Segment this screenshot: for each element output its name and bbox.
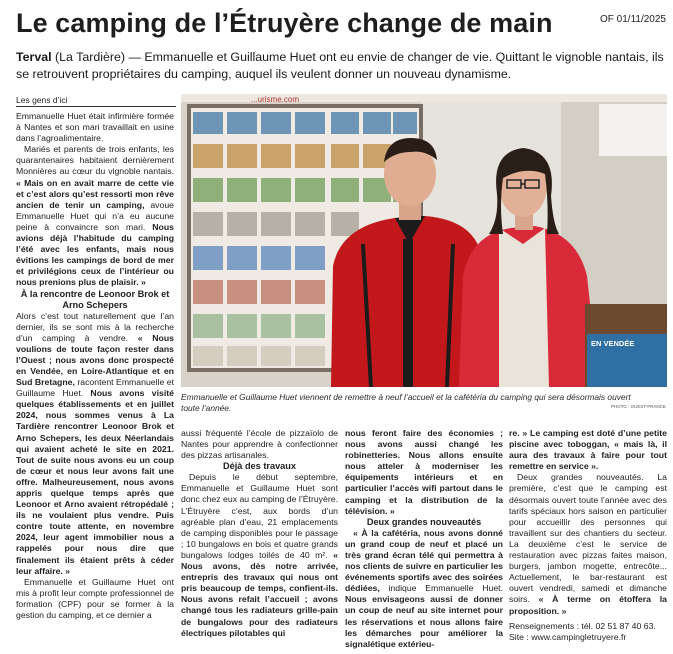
lede-place-sub: (La Tardière) — xyxy=(51,50,145,64)
contact-phone: Renseignements : tél. 02 51 87 40 63. xyxy=(509,620,656,631)
col1-paragraph-1: Emmanuelle Huet était infirmière formée à Nantes et son mari travaillait en usine dans l’agroalimentaire. xyxy=(16,111,174,144)
col2-subhead: Déjà des travaux xyxy=(222,461,297,472)
column-2 xyxy=(181,428,338,653)
column-3 xyxy=(345,428,503,653)
col1-subhead: À la rencontre de Leonoor Brok et Arno Schepers xyxy=(20,288,170,310)
photo-illustration xyxy=(181,94,667,387)
col1-paragraph-2: Mariés et parents de trois enfants, les quarantenaires habitaient dernièrement Monnières au cœur du vignoble nantais. « Mais on en avait marre de cette vie et c’est alors qu’est ressorti mon rêve ancien de tenir un camping, avoue Emmanuelle Huet qui n’a eu aucune peine à convaincre son mari. Nous avions déjà l’habitude du camping l’été avec les enfants, mais nous évitions les campings de bord de mer et privilégions ceux de l’intérieur ou nous prenions plus de plaisir. » xyxy=(16,144,174,288)
col3-subhead: Deux grandes nouveautés xyxy=(366,516,482,527)
col1-paragraph-4: Emmanuelle et Guillaume Huet ont mis à profit leur compte professionnel de formation (CPF) pour se former à la gestion du camping, et ce dernier a xyxy=(16,576,174,621)
contact-website: Site : www.campingletruyere.fr xyxy=(509,631,627,642)
rubric-divider xyxy=(16,106,176,107)
banner-text: EN VENDÉE xyxy=(591,339,635,348)
lede xyxy=(16,49,668,83)
col3-paragraph-1: nous feront faire des économies ; nous avons aussi changé les robinetteries. Nous allons ensuite nous atteler à moderniser les équipements intérieurs et en particulier l’accès wifi partout dans le camping et la distribution de la télévision. » xyxy=(345,428,503,516)
lede-place: Terval xyxy=(16,50,52,64)
column-1 xyxy=(16,111,174,653)
col2-paragraph-1: aussi fréquenté l’école de pizzaïolo de Nantes pour apprendre à confectionner des pizzas artisanales. xyxy=(181,428,338,461)
photo-credit: PHOTO : OUEST-FRANCE xyxy=(611,404,666,409)
col1-paragraph-3: Alors c’est tout naturellement que l’an dernier, ils se sont mis à la recherche d’un camping à vendre. « Nous voulions de toute façon rester dans l’Ouest ; nous avons donc prospecté en Vendée, en Loire-Atlantique et en Sud Bretagne, racontent Emmanuelle et Guillaume Huet. Nous avons visité quelques établissements et en juillet 2024, nous sommes venus à La Tardière rencontrer Leonoor Brok et Arno Schepers, les deux Néerlandais qui avaient acheté le site en 2021. Tout de suite nous avons eu un coup de cœur et nous leur avons fait une offre. Malheureusement, nous avons appris quelque temps après que Leonoor et Arno avaient rétropédalé ; ils ne voulaient plus vendre. Puis contre toute attente, en novembre 2024, leur agent immobilier nous a rappelés pour nous dire que finalement ils étaient prêts à céder leur affaire. » xyxy=(16,310,174,576)
photo-caption: Emmanuelle et Guillaume Huet viennent de remettre à neuf l’accueil et la cafétéria du camping qui sera désormais ouvert toute l’année. xyxy=(181,392,631,413)
column-4 xyxy=(509,428,667,653)
article-photo xyxy=(181,94,667,387)
brochure-sign-text: ...urisme.com xyxy=(251,95,300,104)
col4-paragraph-1: re. » Le camping est doté d’une petite piscine avec toboggan, « mais là, il aura des travaux à faire pour tout remettre en service ». xyxy=(509,428,667,472)
dateline: OF 01/11/2025 xyxy=(600,14,666,25)
col4-paragraph-2: Deux grandes nouveautés. La première, c’est que le camping est désormais ouvert toute l’année avec des tarifs spéciaux hors saison en particulier pour accueillir des personnes qui travaillent sur des chantiers du secteur. La deuxième c’est le service de restauration avec pizzas faites maison, burgers, jambon mogette, entrecôte... Actuellement, le bar-restaurant est ouvert vendredi, samedi et dimanche soirs. « À terme on étoffera la proposition. » xyxy=(509,472,667,616)
lede-text: Emmanuelle et Guillaume Huet ont eu envie de changer de vie. Quittant le vignoble nantais, ils se retrouvent propriétaires du camping, auquel ils veulent donner un nouveau dynamisme. xyxy=(16,50,664,81)
headline: Le camping de l’Étruyère change de main xyxy=(16,8,553,38)
col3-paragraph-2: « À la cafétéria, nous avons donné un grand coup de neuf et placé un très grand écran télé qui permettra à nos clients de suivre en particulier les événements sportifs avec des soirées dédiées, indique Emmanuelle Huet. Nous envisageons aussi de donner un coup de neuf au site internet pour les réservations et nous allons faire les démarches pour améliorer la signalétique extérieu- xyxy=(345,527,503,649)
rubric: Les gens d’ici xyxy=(16,95,68,105)
col2-paragraph-2: Depuis le début septembre, Emmanuelle et Guillaume Huet sont donc chez eux au camping de l’Étruyère. L’Étruyère c’est, aux bords d’un agréable plan d’eau, 21 emplacements de camping disponibles pour le passage ; 10 bungalows en bois et quatre grands bungalows lodges toilés de 40 m². « Nous avons, dès notre arrivée, entrepris des travaux qui nous ont pris beaucoup de temps, confient-ils. Nous avons refait l’accueil ; avons changé tous les radiateurs grille-pain de bungalows pour des radiateurs électriques pilotables qui xyxy=(181,472,338,638)
